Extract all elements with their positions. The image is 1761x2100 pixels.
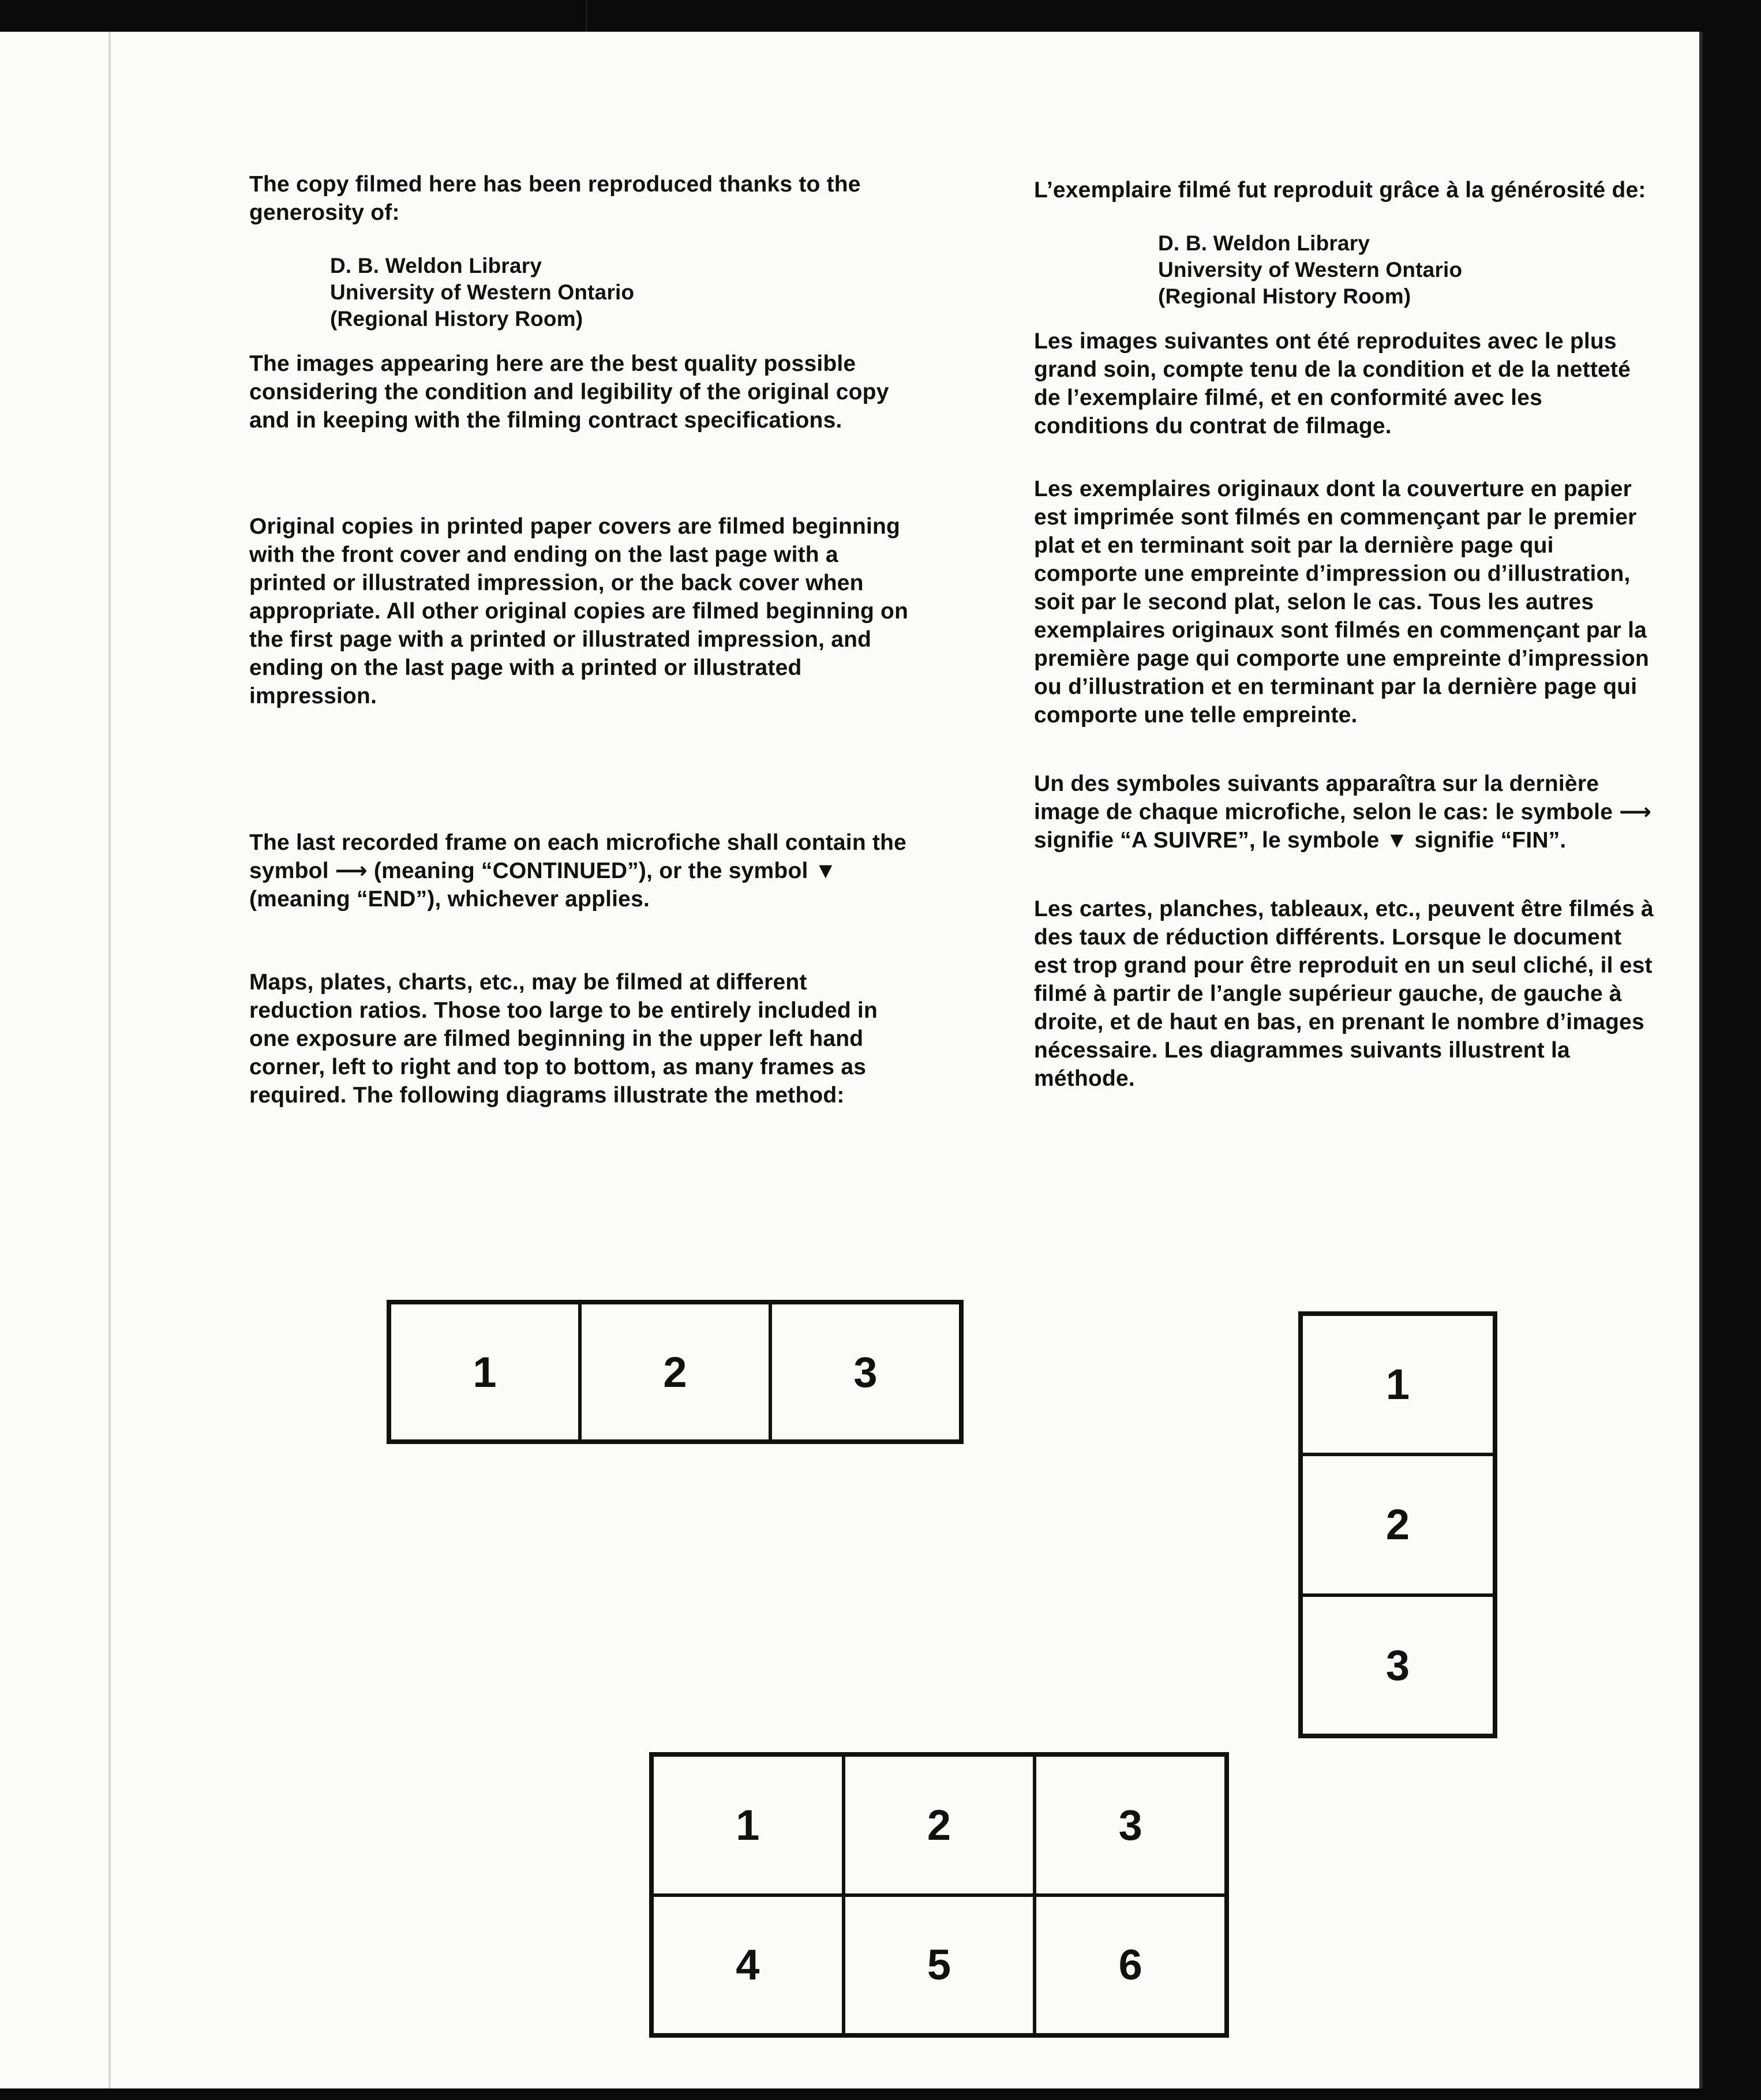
frame-cell: 2: [844, 1755, 1035, 1895]
en-thanks-text: The copy filmed here has been reproduced thanks to the generosity of:: [249, 172, 861, 225]
page-fold-line: [108, 32, 111, 2088]
fr-institution-block: [1158, 230, 1657, 310]
frame-cell: 1: [652, 1755, 844, 1895]
frame-cell: 1: [389, 1303, 580, 1441]
frame-cell: 1: [1301, 1314, 1494, 1454]
fr-maps-text: Les cartes, planches, tableaux, etc., peuvent être filmés à des taux de réduction différents. Lorsque le document est trop grand pour être reproduit en un seul cliché, il est filmé à partir de l’angle supérieur gauche, de gauche à droite, et de haut en bas, en prenant le nombre d’images nécessaire. Les diagrammes suivants illustrent la méthode.: [1034, 897, 1654, 1091]
scan-artifact: [1699, 32, 1703, 2088]
en-institution-block: [330, 253, 913, 332]
frame-cell: 6: [1035, 1895, 1226, 2035]
frame-cell: 3: [1301, 1595, 1494, 1735]
fr-institution-line: University of Western Ontario: [1158, 258, 1463, 282]
en-institution-line: University of Western Ontario: [330, 280, 635, 304]
frame-cell: 3: [770, 1303, 961, 1441]
diagram-horizontal: [387, 1300, 964, 1444]
fr-thanks-text: L’exemplaire filmé fut reproduit grâce à la générosité de:: [1034, 178, 1646, 202]
english-column: [249, 170, 913, 1109]
en-maps-text: Maps, plates, charts, etc., may be filmed at different reduction ratios. Those too large to be entirely included in one exposure are filmed beginning in the upper left hand corner, left to right and top to bottom, as many frames as required. The following diagrams illustrate the method:: [249, 970, 878, 1108]
fr-institution-line: D. B. Weldon Library: [1158, 231, 1370, 255]
frame-cell: 2: [1301, 1454, 1494, 1595]
diagram-vertical: [1298, 1311, 1497, 1738]
en-institution-line: (Regional History Room): [330, 307, 583, 331]
diagram-grid: [649, 1752, 1229, 2038]
en-symbols-text: The last recorded frame on each microfiche shall contain the symbol ⟶ (meaning “CONTINUED”), or the symbol ▼ (meaning “END”), whichever applies.: [249, 830, 906, 912]
fr-quality-text: Les images suivantes ont été reproduites avec le plus grand soin, compte tenu de la condition et de la netteté de l’exemplaire filmé, et en conformité avec les conditions du contrat de filmage.: [1034, 329, 1631, 438]
fr-institution-line: (Regional History Room): [1158, 284, 1411, 308]
frame-cell: 4: [652, 1895, 844, 2035]
en-quality-text: The images appearing here are the best quality possible considering the condition and legibility of the original copy and in keeping with the filming contract specifications.: [249, 351, 889, 433]
frame-cell: 3: [1035, 1755, 1226, 1895]
fr-covers-text: Les exemplaires originaux dont la couverture en papier est imprimée sont filmés en commençant par le premier plat et en terminant soit par la dernière page qui comporte une empreinte d’impression ou d’illustration, soit par le second plat, selon le cas. Tous les autres exemplaires originaux sont filmés en commençant par la première page qui comporte une empreinte d’impression ou d’illustration et en terminant par la dernière page qui comporte une telle empreinte.: [1034, 477, 1650, 727]
frame-cell: 5: [844, 1895, 1035, 2035]
en-covers-text: Original copies in printed paper covers are filmed beginning with the front cover and ending on the last page with a printed or illustrated impression, or the back cover when appropriate. All other original copies are filmed beginning on the first page with a printed or illustrated impression, and ending on the last page with a printed or illustrated impression.: [249, 514, 909, 708]
fr-symbols-text: Un des symboles suivants apparaîtra sur la dernière image de chaque microfiche, selon le cas: le symbole ⟶ signifie “A SUIVRE”, le symbole ▼ signifie “FIN”.: [1034, 771, 1652, 853]
en-institution-line: D. B. Weldon Library: [330, 254, 542, 278]
french-column: [1034, 176, 1657, 1093]
scan-artifact: [586, 0, 587, 32]
frame-cell: 2: [580, 1303, 770, 1441]
